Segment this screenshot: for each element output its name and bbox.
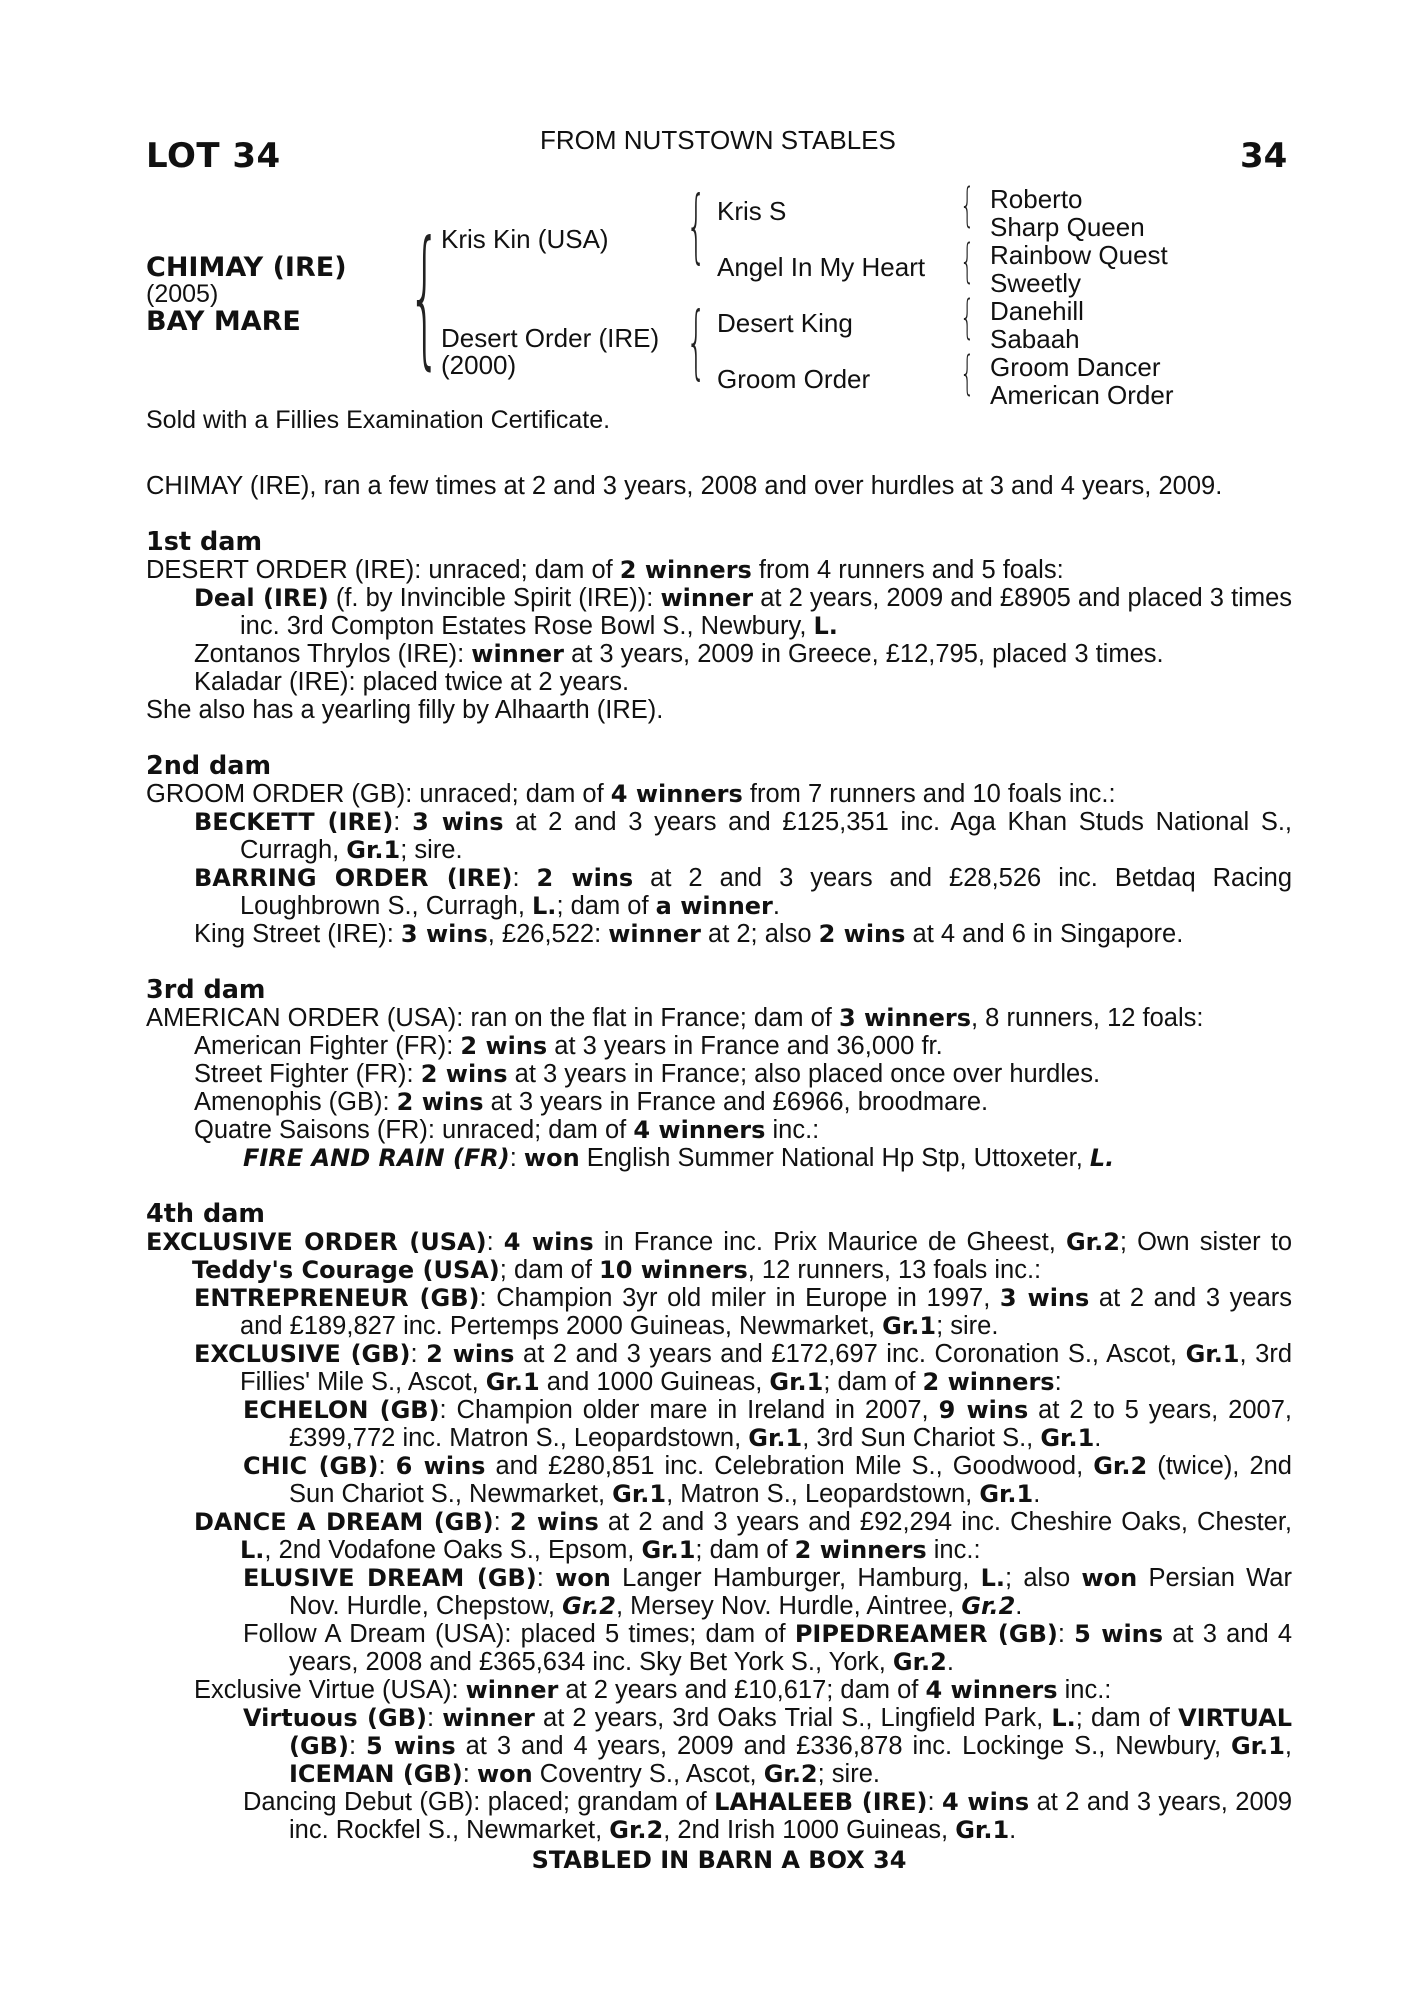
pedigree-brace-g3-1: {	[960, 178, 975, 232]
text-run: Follow A Dream (USA): placed 5 times; dam of	[243, 1620, 795, 1648]
text-run: inc.:	[765, 1116, 820, 1144]
text-run: AMERICAN ORDER (USA): ran on the flat in France; dam of	[146, 1004, 839, 1032]
emphasis-text: won	[555, 1564, 611, 1592]
produce-entry	[146, 1676, 1292, 1704]
text-run: :	[348, 1732, 366, 1760]
text-run: :	[462, 1760, 477, 1788]
emphasis-text: Gr.1	[612, 1480, 667, 1508]
produce-entry	[146, 1284, 1292, 1340]
text-run: Kaladar (IRE): placed twice at 2 years.	[194, 668, 630, 696]
text-run: English Summer National Hp Stp, Uttoxeter,	[579, 1144, 1090, 1172]
text-run: Persian War Nov. Hurdle, Chepstow,	[289, 1564, 1292, 1620]
produce-entry	[146, 1564, 1292, 1620]
emphasis-text: won	[523, 1144, 580, 1172]
horse-sex-colour: BAY MARE	[146, 306, 301, 337]
emphasis-text: 3 wins	[400, 920, 488, 948]
pedigree-g3-4: Sweetly	[990, 268, 1082, 298]
text-run: at 4 and 6 in Singapore.	[905, 920, 1184, 948]
pedigree-dam: Desert Order (IRE)	[441, 323, 660, 353]
lot-label: LOT 34	[146, 136, 281, 176]
text-run: at 3 and 4 years, 2008 and £365,634 inc. Sky Bet York S., York,	[289, 1620, 1292, 1676]
pedigree-g3-6: Sabaah	[990, 324, 1080, 354]
emphasis-text: ICEMAN (GB)	[289, 1760, 463, 1788]
text-run: DESERT ORDER (IRE): unraced; dam of	[146, 556, 620, 584]
emphasis-text: 4 wins	[942, 1788, 1030, 1816]
emphasis-text: Gr.1	[979, 1480, 1034, 1508]
emphasis-text: Deal (IRE)	[194, 584, 329, 612]
text-run: and 1000 Guineas,	[539, 1368, 770, 1396]
emphasis-text: 2 wins	[536, 864, 634, 892]
emphasis-text: Gr.1	[882, 1312, 937, 1340]
text-run: inc.:	[926, 1536, 981, 1564]
text-run: Exclusive Virtue (USA):	[194, 1676, 466, 1704]
text-run: at 3 years in France and 36,000 fr.	[547, 1032, 943, 1060]
text-run: at 2 and 3 years and £125,351 inc. Aga Khan Studs National S., Curragh,	[240, 808, 1293, 864]
emphasis-text: FIRE AND RAIN (FR)	[243, 1144, 510, 1172]
emphasis-text: 9 wins	[938, 1396, 1029, 1424]
pedigree-brace-sire: {	[686, 179, 707, 272]
text-run: :	[410, 1340, 427, 1368]
text-run: :	[493, 1508, 510, 1536]
text-run: ; sire.	[936, 1312, 999, 1340]
produce-entry	[146, 1788, 1292, 1844]
emphasis-text: EXCLUSIVE (GB)	[194, 1340, 411, 1368]
emphasis-text: 3 winners	[838, 1004, 972, 1032]
emphasis-text: ECHELON (GB)	[243, 1396, 440, 1424]
pedigree-sire: Kris Kin (USA)	[441, 224, 609, 254]
emphasis-text: 4 winners	[633, 1116, 766, 1144]
dam-section	[146, 1200, 1292, 1844]
text-run: , 2nd Irish 1000 Guineas,	[663, 1816, 956, 1844]
produce-entry	[146, 1396, 1292, 1452]
text-run: ; sire.	[400, 836, 463, 864]
emphasis-text: 10 winners	[599, 1256, 748, 1284]
emphasis-text: 4 winners	[610, 780, 743, 808]
emphasis-text: winner	[608, 920, 701, 948]
section-title: 3rd dam	[146, 975, 266, 1005]
text-run: :	[426, 1704, 443, 1732]
emphasis-text: Gr.2	[562, 1592, 617, 1620]
text-run: King Street (IRE):	[194, 920, 401, 948]
emphasis-text: Gr.2	[763, 1760, 818, 1788]
text-run: .	[1009, 1816, 1017, 1844]
text-run: ; dam of	[1075, 1704, 1179, 1732]
emphasis-text: 6 wins	[395, 1452, 486, 1480]
emphasis-text: Gr.1	[1040, 1424, 1095, 1452]
emphasis-text: 2 wins	[426, 1340, 515, 1368]
emphasis-text: CHIC (GB)	[243, 1452, 379, 1480]
emphasis-text: PIPEDREAMER (GB)	[794, 1620, 1058, 1648]
text-run: , 2nd Vodafone Oaks S., Epsom,	[264, 1536, 642, 1564]
emphasis-text: L.	[1089, 1144, 1115, 1172]
pedigree-g3-1: Roberto	[990, 184, 1083, 214]
produce-entry	[146, 668, 1292, 696]
text-run: , Mersey Nov. Hurdle, Aintree,	[616, 1592, 962, 1620]
text-run: Langer Hamburger, Hamburg,	[610, 1564, 981, 1592]
emphasis-text: L.	[980, 1564, 1005, 1592]
emphasis-text: DANCE A DREAM (GB)	[194, 1508, 494, 1536]
text-run: She also has a yearling filly by Alhaarth (IRE).	[146, 696, 664, 724]
pedigree-sire-dam: Angel In My Heart	[717, 252, 926, 282]
emphasis-text: winner	[465, 1676, 559, 1704]
emphasis-text: L.	[532, 892, 557, 920]
emphasis-text: 4 wins	[503, 1228, 594, 1256]
produce-entry	[146, 920, 1292, 948]
certificate-note: Sold with a Fillies Examination Certificate.	[146, 406, 611, 434]
text-run: at 3 years in France; also placed once over hurdles.	[507, 1060, 1101, 1088]
produce-entry	[146, 584, 1292, 640]
pedigree-brace-g3-3: {	[960, 290, 975, 344]
emphasis-text: EXCLUSIVE ORDER (USA)	[146, 1228, 487, 1256]
text-run: :	[536, 1564, 556, 1592]
text-run: Coventry S., Ascot,	[532, 1760, 764, 1788]
dam-section	[146, 752, 1292, 948]
emphasis-text: Gr.1	[641, 1536, 696, 1564]
horse-name: CHIMAY (IRE)	[146, 252, 347, 283]
emphasis-text: LAHALEEB (IRE)	[714, 1788, 928, 1816]
pedigree-g3-5: Danehill	[990, 296, 1084, 326]
pedigree-dam-sire: Desert King	[717, 308, 853, 338]
produce-entry	[146, 1116, 1292, 1144]
text-run: Dancing Debut (GB): placed; grandam of	[243, 1788, 715, 1816]
emphasis-text: ENTREPRENEUR (GB)	[194, 1284, 480, 1312]
pedigree-sire-sire: Kris S	[717, 196, 787, 226]
emphasis-text: Gr.2	[892, 1648, 947, 1676]
dam-entry	[146, 556, 1292, 584]
text-run: at 3 years in France and £6966, broodmare.	[483, 1088, 989, 1116]
horse-year: (2005)	[146, 280, 219, 308]
text-run: at 3 years, 2009 in Greece, £12,795, placed 3 times.	[563, 640, 1164, 668]
pedigree-brace-main: {	[408, 210, 442, 384]
emphasis-text: ELUSIVE DREAM (GB)	[243, 1564, 537, 1592]
dam-entry	[146, 1228, 1292, 1284]
emphasis-text: 2 wins	[460, 1032, 548, 1060]
text-run: : Champion older mare in Ireland in 2007,	[439, 1396, 939, 1424]
text-run: ,	[1284, 1732, 1293, 1760]
emphasis-text: 5 wins	[365, 1732, 456, 1760]
emphasis-text: a winner	[655, 892, 773, 920]
emphasis-text: 2 wins	[396, 1088, 484, 1116]
text-run: and £280,851 inc. Celebration Mile S., Goodwood,	[485, 1452, 1094, 1480]
text-run: at 2 years and £10,617; dam of	[558, 1676, 926, 1704]
pedigree-g3-7: Groom Dancer	[990, 352, 1161, 382]
text-run: at 3 and 4 years, 2009 and £336,878 inc. Lockinge S., Newbury,	[455, 1732, 1231, 1760]
text-run: (twice), 2nd Sun Chariot S., Newmarket,	[289, 1452, 1292, 1508]
text-run: inc.:	[1057, 1676, 1112, 1704]
produce-entry	[146, 1144, 1292, 1172]
text-run: , Matron S., Leopardstown,	[666, 1480, 980, 1508]
text-run: , 12 runners, 13 foals inc.:	[747, 1256, 1042, 1284]
text-run: : Champion 3yr old miler in Europe in 1997,	[479, 1284, 1000, 1312]
emphasis-text: Gr.1	[955, 1816, 1010, 1844]
emphasis-text: Gr.1	[485, 1368, 540, 1396]
section-title: 1st dam	[146, 527, 263, 557]
text-run: , 3rd Sun Chariot S.,	[802, 1424, 1041, 1452]
text-run: Amenophis (GB):	[194, 1088, 397, 1116]
emphasis-text: Gr.2	[609, 1816, 664, 1844]
text-run: at 2 to 5 years, 2007, £399,772 inc. Matron S., Leopardstown,	[289, 1396, 1292, 1452]
emphasis-text: Virtuous (GB)	[243, 1704, 427, 1732]
emphasis-text: winner	[660, 584, 754, 612]
emphasis-text: Gr.1	[748, 1424, 803, 1452]
text-run: at 2 and 3 years and £172,697 inc. Coronation S., Ascot,	[514, 1340, 1186, 1368]
text-run: ; dam of	[823, 1368, 923, 1396]
emphasis-text: Gr.2	[961, 1592, 1016, 1620]
text-run: at 2 and 3 years, 2009 inc. Rockfel S., Newmarket,	[289, 1788, 1293, 1844]
produce-entry	[146, 640, 1292, 668]
produce-entry	[146, 1032, 1292, 1060]
text-run: :	[509, 1144, 524, 1172]
text-run: Zontanos Thrylos (IRE):	[194, 640, 472, 668]
dam-entry	[146, 1004, 1292, 1032]
produce-entry	[146, 1060, 1292, 1088]
text-run: Street Fighter (FR):	[194, 1060, 421, 1088]
text-run: from 4 runners and 5 foals:	[751, 556, 1064, 584]
emphasis-text: Gr.1	[1185, 1340, 1240, 1368]
emphasis-text: Gr.1	[1230, 1732, 1285, 1760]
emphasis-text: Gr.2	[1093, 1452, 1148, 1480]
emphasis-text: 2 winners	[794, 1536, 927, 1564]
emphasis-text: won	[1081, 1564, 1138, 1592]
emphasis-text: Gr.2	[1065, 1228, 1120, 1256]
intro-paragraph	[146, 472, 1292, 500]
text-run: , 3rd Fillies' Mile S., Ascot,	[240, 1340, 1293, 1396]
text-run: :	[486, 1228, 504, 1256]
emphasis-text: 2 wins	[818, 920, 906, 948]
pedigree-g3-8: American Order	[990, 380, 1174, 410]
text-run: American Fighter (FR):	[194, 1032, 461, 1060]
emphasis-text: winner	[442, 1704, 535, 1732]
emphasis-text: BECKETT (IRE)	[194, 808, 394, 836]
dam-entry	[146, 780, 1292, 808]
emphasis-text: winner	[471, 640, 564, 668]
text-run: at 2 and 3 years and £92,294 inc. Cheshire Oaks, Chester,	[598, 1508, 1293, 1536]
produce-entry	[146, 1704, 1292, 1788]
text-run: , 8 runners, 12 foals:	[971, 1004, 1204, 1032]
text-run: at 2 years, 2009 and £8905 and placed 3 times inc. 3rd Compton Estates Rose Bowl S., Newbury,	[240, 584, 1293, 640]
text-run: from 7 runners and 10 foals inc.:	[742, 780, 1116, 808]
dam-section	[146, 528, 1292, 724]
emphasis-text: 2 wins	[420, 1060, 508, 1088]
dam-sections	[146, 528, 1292, 1844]
text-run: at 2 and 3 years and £189,827 inc. Pertemps 2000 Guineas, Newmarket,	[240, 1284, 1292, 1340]
emphasis-text: 2 wins	[509, 1508, 599, 1536]
text-run: ; dam of	[499, 1256, 599, 1284]
emphasis-text: Gr.1	[346, 836, 401, 864]
emphasis-text: Gr.1	[769, 1368, 824, 1396]
consignor-heading: FROM NUTSTOWN STABLES	[540, 125, 896, 155]
text-run: ; sire.	[817, 1760, 880, 1788]
text-run: :	[378, 1452, 396, 1480]
text-run: at 2; also	[700, 920, 819, 948]
text-run: (f. by Invincible Spirit (IRE)):	[328, 584, 661, 612]
section-title: 4th dam	[146, 1199, 265, 1229]
text-run: at 2 and 3 years and £28,526 inc. Betdaq Racing Loughbrown S., Curragh,	[240, 864, 1293, 920]
produce-entry	[146, 1508, 1292, 1564]
produce-entry	[146, 1620, 1292, 1676]
emphasis-text: 5 wins	[1074, 1620, 1164, 1648]
text-run: Quatre Saisons (FR): unraced; dam of	[194, 1116, 634, 1144]
dam-entry	[146, 696, 1292, 724]
emphasis-text: Teddy's Courage (USA)	[192, 1256, 500, 1284]
pedigree-dam-year: (2000)	[441, 350, 517, 380]
emphasis-text: 2 winners	[619, 556, 752, 584]
text-run: :	[393, 808, 413, 836]
text-run: .	[772, 892, 780, 920]
text-run: , £26,522:	[487, 920, 609, 948]
produce-entry	[146, 808, 1292, 864]
text-run: .	[1094, 1424, 1102, 1452]
emphasis-text: L.	[240, 1536, 265, 1564]
pedigree-dam-dam: Groom Order	[717, 364, 871, 394]
dam-section	[146, 976, 1292, 1172]
section-title: 2nd dam	[146, 751, 272, 781]
emphasis-text: L.	[813, 612, 838, 640]
produce-entry	[146, 1452, 1292, 1508]
pedigree-g3-2: Sharp Queen	[990, 212, 1145, 242]
emphasis-text: 2 winners	[922, 1368, 1055, 1396]
produce-entry	[146, 1088, 1292, 1116]
emphasis-text: VIRTUAL (GB)	[289, 1704, 1292, 1760]
catalogue-body	[146, 472, 1292, 1874]
text-run: at 2 years, 3rd Oaks Trial S., Lingfield Park,	[534, 1704, 1052, 1732]
text-run: ; dam of	[695, 1536, 795, 1564]
produce-entry	[146, 864, 1292, 920]
stabling-note: STABLED IN BARN A BOX 34	[531, 1846, 907, 1874]
emphasis-text: won	[476, 1760, 533, 1788]
pedigree-brace-g3-2: {	[960, 234, 975, 288]
text-run: ; also	[1005, 1564, 1082, 1592]
text-run: .	[1033, 1480, 1041, 1508]
emphasis-text: L.	[1051, 1704, 1076, 1732]
pedigree-brace-g3-4: {	[960, 346, 975, 400]
text-run: :	[512, 864, 537, 892]
pedigree-brace-dam: {	[686, 295, 707, 388]
text-run: :	[927, 1788, 943, 1816]
text-run: ; dam of	[556, 892, 656, 920]
emphasis-text: 4 winners	[925, 1676, 1058, 1704]
lot-number: 34	[1240, 136, 1288, 176]
text-run: :	[1054, 1368, 1062, 1396]
text-run: .	[946, 1648, 954, 1676]
intro-text: CHIMAY (IRE), ran a few times at 2 and 3 years, 2008 and over hurdles at 3 and 4 years, 2009.	[146, 472, 1223, 500]
produce-entry	[146, 1340, 1292, 1396]
text-run: GROOM ORDER (GB): unraced; dam of	[146, 780, 611, 808]
pedigree-g3-3: Rainbow Quest	[990, 240, 1168, 270]
emphasis-text: 3 wins	[412, 808, 504, 836]
text-run: .	[1015, 1592, 1023, 1620]
text-run: :	[1057, 1620, 1075, 1648]
emphasis-text: BARRING ORDER (IRE)	[194, 864, 513, 892]
emphasis-text: 3 wins	[999, 1284, 1090, 1312]
text-run: ; Own sister to	[1119, 1228, 1293, 1256]
text-run: in France inc. Prix Maurice de Gheest,	[593, 1228, 1066, 1256]
